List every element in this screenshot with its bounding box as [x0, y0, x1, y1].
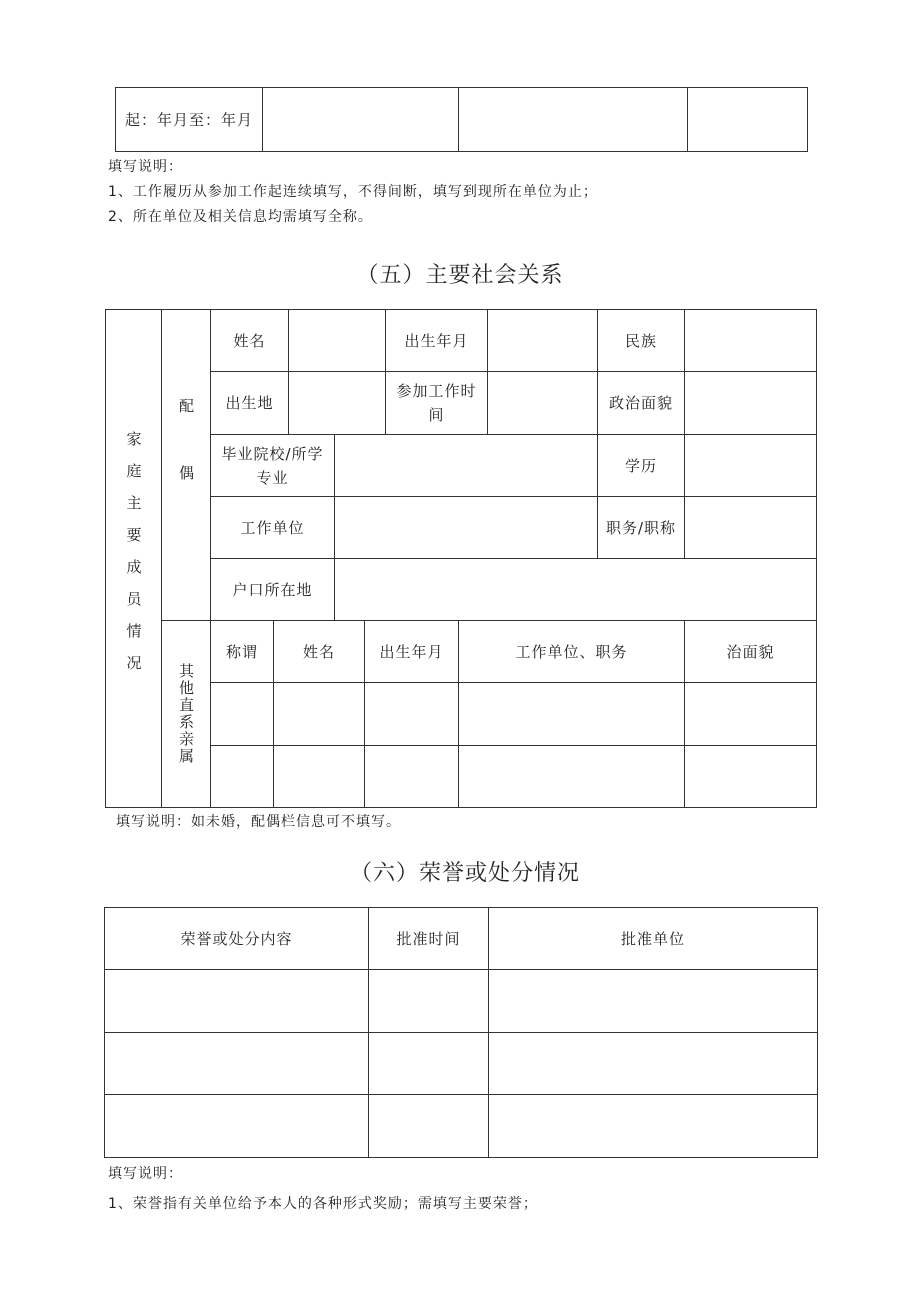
- approval-unit-field[interactable]: [489, 1095, 817, 1157]
- name-label: 姓名: [233, 331, 266, 350]
- spouse-label: 配偶: [177, 398, 195, 532]
- spouse-school-field[interactable]: [335, 435, 597, 496]
- political-header: 治面貌: [726, 642, 775, 661]
- relative-political-field[interactable]: [685, 746, 816, 807]
- birth-date-label: 出生年月: [404, 331, 469, 350]
- family-members-label: 家庭主要成员情况: [124, 430, 143, 687]
- approval-date-header: 批准时间: [396, 929, 461, 948]
- relative-birth-field[interactable]: [365, 746, 458, 807]
- relative-unit-field[interactable]: [459, 683, 684, 745]
- honors-content-field[interactable]: [105, 1095, 368, 1157]
- spouse-birth-date-field[interactable]: [488, 310, 597, 371]
- work-unit-label: 工作单位: [240, 518, 305, 537]
- approval-date-field[interactable]: [369, 1033, 488, 1094]
- date-range-label: 起：年月至：年月: [124, 110, 253, 129]
- notes-heading: 填写说明：: [108, 159, 183, 175]
- spouse-position-field[interactable]: [685, 497, 816, 558]
- witness-field[interactable]: [688, 88, 807, 151]
- notes-line-1: 1、工作履历从参加工作起连续填写，不得间断，填写到现所在单位为止；: [108, 184, 598, 200]
- table-border: [104, 1157, 818, 1158]
- birth-date-header: 出生年月: [379, 642, 444, 661]
- honors-content-field[interactable]: [105, 1033, 368, 1094]
- honors-content-header: 荣誉或处分内容: [180, 929, 293, 948]
- relative-birth-field[interactable]: [365, 683, 458, 745]
- approval-date-field[interactable]: [369, 970, 488, 1032]
- relative-name-field[interactable]: [274, 683, 364, 745]
- table-border: [807, 87, 808, 152]
- relative-name-field[interactable]: [274, 746, 364, 807]
- work-unit-field[interactable]: [263, 88, 458, 151]
- spouse-birthplace-field[interactable]: [289, 372, 385, 434]
- work-start-label: 参加工作时 间: [396, 382, 477, 424]
- relative-unit-field[interactable]: [459, 746, 684, 807]
- ethnicity-label: 民族: [624, 331, 657, 350]
- section-title-honors: （六）荣誉或处分情况: [349, 861, 580, 886]
- spouse-ethnicity-field[interactable]: [685, 310, 816, 371]
- school-major-label: 毕业院校/所学 专业: [221, 444, 324, 487]
- relative-relation-field[interactable]: [211, 746, 273, 807]
- spouse-work-unit-field[interactable]: [335, 497, 597, 558]
- position-field[interactable]: [459, 88, 687, 151]
- other-relatives-label: 其他直系亲属: [177, 663, 195, 765]
- table-border: [817, 907, 818, 1158]
- spouse-political-field[interactable]: [685, 372, 816, 434]
- approval-date-field[interactable]: [369, 1095, 488, 1157]
- relative-political-field[interactable]: [685, 683, 816, 745]
- unit-position-header: 工作单位、职务: [515, 642, 628, 661]
- birthplace-label: 出生地: [225, 394, 274, 412]
- spouse-note: 填写说明：如未婚，配偶栏信息可不填写。: [116, 814, 401, 830]
- approval-unit-header: 批准单位: [620, 929, 685, 948]
- section-title-social-relations: （五）主要社会关系: [356, 263, 564, 288]
- table-border: [105, 807, 817, 808]
- spouse-hukou-field[interactable]: [335, 559, 816, 620]
- position-title-label: 职务/职称: [605, 518, 677, 537]
- spouse-name-field[interactable]: [289, 310, 385, 371]
- relative-relation-field[interactable]: [211, 683, 273, 745]
- honors-notes-heading: 填写说明：: [108, 1166, 183, 1182]
- spouse-education-field[interactable]: [685, 435, 816, 496]
- political-status-label: 政治面貌: [608, 394, 673, 412]
- table-border: [115, 151, 808, 152]
- honors-notes-line-1: 1、荣誉指有关单位给予本人的各种形式奖励；需填写主要荣誉；: [108, 1196, 538, 1212]
- spouse-work-start-field[interactable]: [488, 372, 597, 434]
- approval-unit-field[interactable]: [489, 970, 817, 1032]
- notes-line-2: 2、所在单位及相关信息均需填写全称。: [108, 209, 373, 225]
- name-header: 姓名: [302, 642, 335, 661]
- relation-header: 称谓: [225, 642, 258, 661]
- honors-content-field[interactable]: [105, 970, 368, 1032]
- hukou-label: 户口所在地: [232, 580, 313, 599]
- approval-unit-field[interactable]: [489, 1033, 817, 1094]
- education-label: 学历: [624, 456, 657, 475]
